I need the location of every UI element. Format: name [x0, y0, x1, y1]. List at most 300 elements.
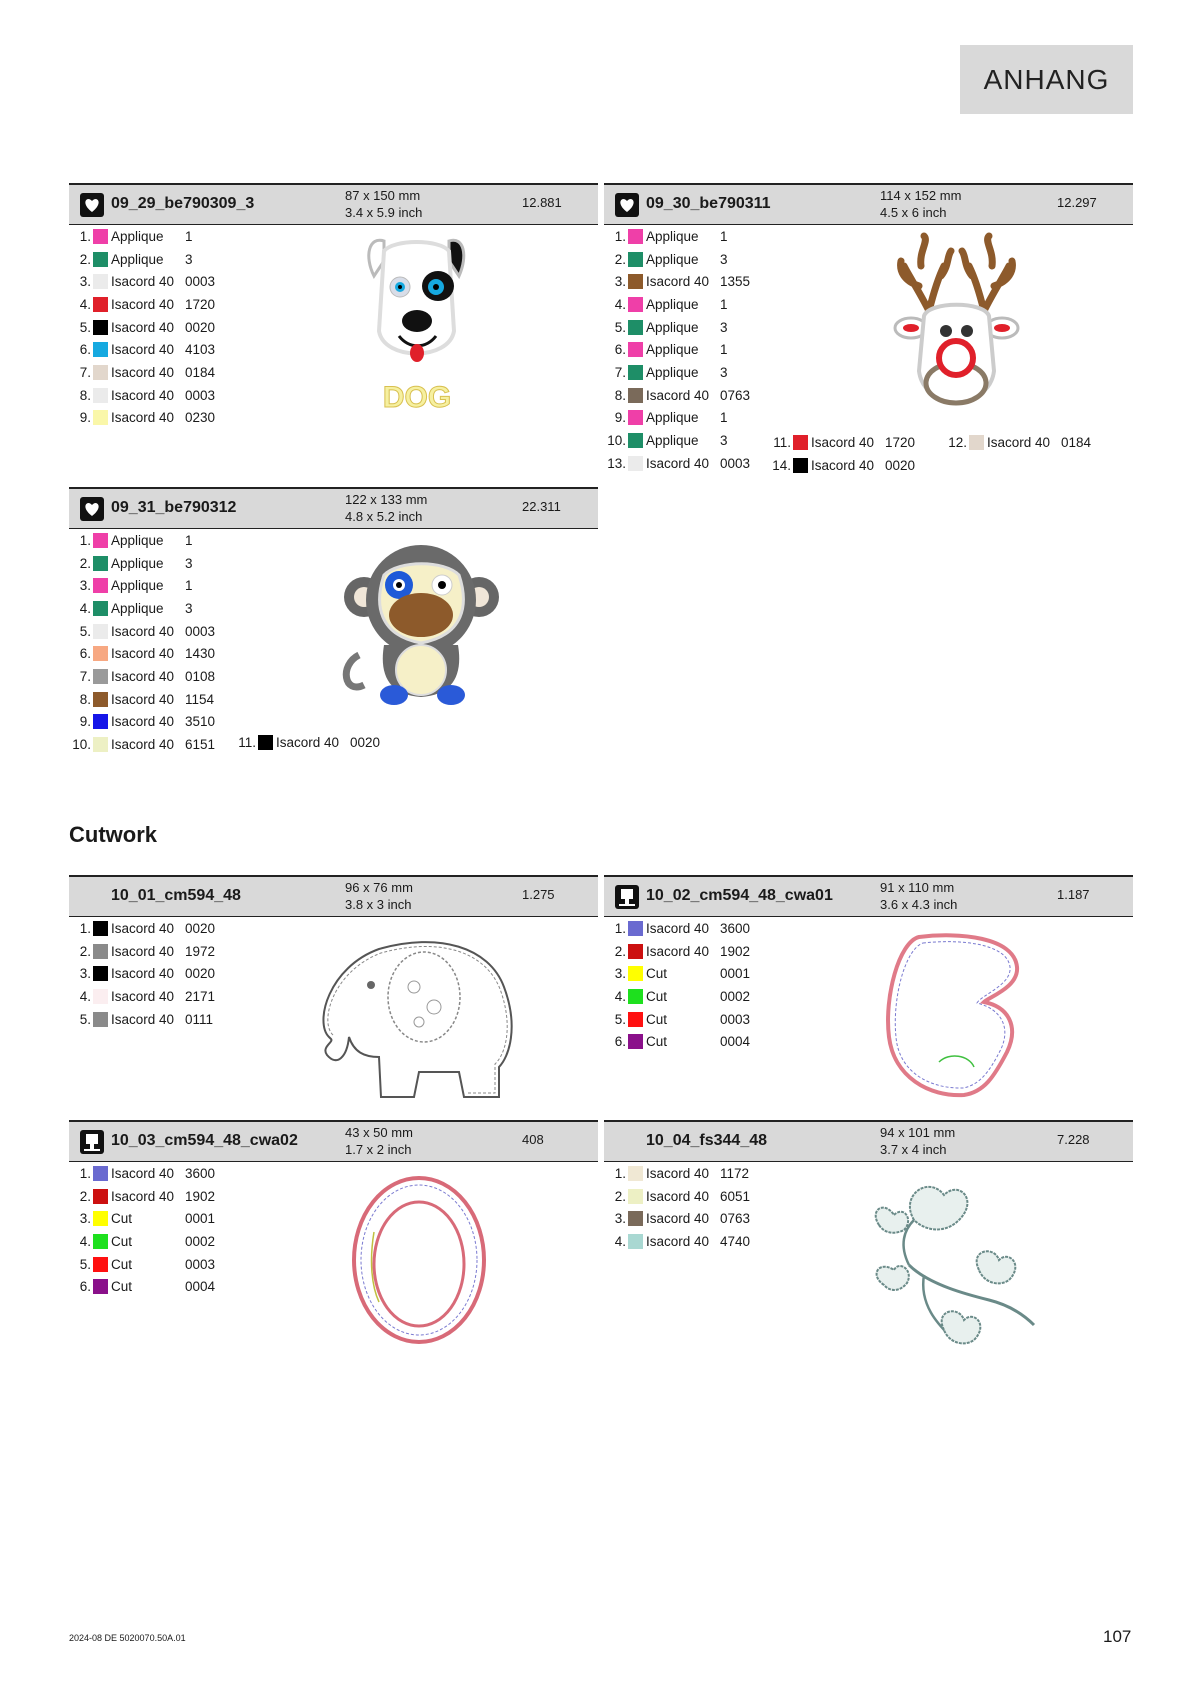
thread-color-swatch — [628, 921, 643, 936]
thread-name: Isacord 40 — [811, 435, 875, 450]
thread-name: Isacord 40 — [646, 920, 710, 936]
thread-color-swatch — [93, 921, 108, 936]
stitch-count: 408 — [522, 1132, 544, 1147]
ginkgo-cutwork-image — [869, 1175, 1044, 1350]
thread-number: 5. — [614, 1011, 626, 1027]
thread-color-swatch — [628, 1189, 643, 1204]
thread-code: 3 — [185, 600, 193, 616]
thread-number: 2. — [79, 1188, 91, 1204]
thread-color-swatch — [628, 456, 643, 471]
thread-number: 5. — [79, 1011, 91, 1027]
thread-number: 6. — [79, 1279, 91, 1295]
thread-name: Cut — [646, 988, 668, 1004]
letter-o-cutwork-image — [344, 1172, 494, 1347]
thread-name: Applique — [646, 410, 699, 426]
thread-number: 8. — [79, 387, 91, 403]
thread-name: Cut — [646, 966, 668, 982]
thread-row — [69, 917, 329, 940]
thread-code: 1720 — [185, 296, 216, 312]
thread-row — [604, 361, 864, 384]
stitch-count: 12.881 — [522, 195, 562, 210]
design-dimensions: 43 x 50 mm 1.7 x 2 inch — [345, 1125, 413, 1157]
thread-number: 9. — [614, 410, 626, 426]
thread-row — [69, 711, 329, 734]
thread-row — [69, 940, 329, 963]
thread-name: Isacord 40 — [111, 296, 175, 312]
thread-color-swatch — [93, 229, 108, 244]
applique-heart-icon — [615, 193, 639, 217]
design-panel-10-02 — [604, 875, 1133, 1115]
thread-number: 13. — [607, 455, 626, 471]
thread-color-swatch — [93, 556, 108, 571]
elephant-cutwork-image — [309, 927, 534, 1102]
thread-code: 3 — [720, 364, 728, 380]
thread-row — [604, 316, 864, 339]
document-code: 2024-08 DE 5020070.50A.01 — [69, 1633, 186, 1643]
design-name: 10_02_cm594_48_cwa01 — [646, 887, 833, 904]
applique-heart-icon — [80, 497, 104, 521]
thread-number: 2. — [79, 555, 91, 571]
thread-row — [69, 1230, 329, 1253]
thread-code: 0004 — [185, 1279, 216, 1295]
thread-name: Isacord 40 — [646, 274, 710, 290]
thread-number: 11. — [238, 735, 256, 750]
thread-row — [69, 642, 329, 665]
thread-color-swatch — [93, 1234, 108, 1249]
thread-color-swatch — [969, 435, 984, 450]
thread-name: Cut — [646, 1011, 668, 1027]
thread-name: Applique — [111, 228, 164, 244]
thread-row — [69, 985, 329, 1008]
letter-e-cutwork-image — [879, 927, 1029, 1102]
design-dimensions: 122 x 133 mm 4.8 x 5.2 inch — [345, 492, 428, 524]
thread-color-swatch — [793, 458, 808, 473]
stitch-count: 7.228 — [1057, 1132, 1090, 1147]
thread-row — [69, 574, 329, 597]
thread-row — [69, 962, 329, 985]
design-dimensions: 96 x 76 mm 3.8 x 3 inch — [345, 880, 413, 912]
thread-code: 1902 — [185, 1188, 216, 1204]
thread-color-swatch — [93, 388, 108, 403]
thread-color-swatch — [93, 601, 108, 616]
thread-code: 3 — [720, 251, 728, 267]
thread-color-swatch — [628, 1211, 643, 1226]
thread-color-swatch — [628, 252, 643, 267]
thread-color-swatch — [93, 646, 108, 661]
thread-name: Cut — [111, 1279, 133, 1295]
thread-name: Cut — [111, 1211, 133, 1227]
design-panel-10-04 — [604, 1120, 1133, 1360]
design-name: 10_03_cm594_48_cwa02 — [111, 1132, 298, 1149]
thread-row — [604, 270, 864, 293]
thread-number: 3. — [79, 578, 91, 594]
thread-number: 7. — [614, 364, 626, 380]
thread-number: 5. — [79, 623, 91, 639]
thread-row — [69, 361, 329, 384]
thread-name: Applique — [111, 555, 164, 571]
thread-name: Isacord 40 — [111, 1188, 175, 1204]
thread-name: Isacord 40 — [646, 1211, 710, 1227]
thread-color-swatch — [93, 410, 108, 425]
thread-code: 0020 — [185, 319, 216, 335]
thread-color-swatch — [93, 1012, 108, 1027]
thread-number: 9. — [79, 714, 91, 730]
thread-name: Applique — [646, 364, 699, 380]
thread-row — [604, 1230, 864, 1253]
panel-header — [604, 1120, 1133, 1162]
thread-name: Isacord 40 — [111, 646, 175, 662]
thread-code: 1 — [720, 296, 728, 312]
panel-header — [69, 875, 598, 917]
stitch-count: 22.311 — [522, 499, 561, 514]
thread-name: Isacord 40 — [987, 435, 1051, 450]
thread-number: 8. — [79, 691, 91, 707]
thread-number: 6. — [79, 646, 91, 662]
thread-color-swatch — [93, 342, 108, 357]
thread-number: 6. — [614, 342, 626, 358]
thread-number: 4. — [79, 600, 91, 616]
thread-name: Isacord 40 — [646, 387, 710, 403]
thread-number: 6. — [614, 1034, 626, 1050]
thread-code: 3 — [720, 319, 728, 335]
thread-color-swatch — [93, 1211, 108, 1226]
thread-number: 3. — [614, 966, 626, 982]
thread-color-swatch — [93, 533, 108, 548]
thread-number: 9. — [79, 410, 91, 426]
thread-color-swatch — [628, 229, 643, 244]
thread-row — [604, 338, 864, 361]
thread-row — [604, 225, 864, 248]
thread-number: 2. — [79, 943, 91, 959]
thread-number: 2. — [614, 943, 626, 959]
stitch-count: 1.275 — [522, 887, 555, 902]
thread-row — [69, 620, 329, 643]
thread-number: 8. — [614, 387, 626, 403]
thread-code: 6051 — [720, 1188, 751, 1204]
panel-header — [604, 875, 1133, 917]
thread-code: 0003 — [185, 623, 216, 639]
thread-code: 3 — [720, 433, 728, 449]
thread-code: 1 — [720, 342, 728, 358]
thread-color-swatch — [93, 1257, 108, 1272]
thread-number: 4. — [79, 1233, 91, 1249]
thread-name: Isacord 40 — [111, 988, 175, 1004]
thread-row — [604, 962, 864, 985]
thread-row — [604, 985, 864, 1008]
design-panel-10-01 — [69, 875, 598, 1115]
thread-name: Isacord 40 — [811, 458, 875, 473]
thread-row — [69, 552, 329, 575]
thread-number: 5. — [79, 319, 91, 335]
thread-code: 0003 — [720, 1011, 751, 1027]
panel-header — [604, 183, 1133, 225]
thread-code: 3 — [185, 251, 193, 267]
thread-color-swatch — [93, 320, 108, 335]
thread-row — [604, 407, 864, 430]
page-number: 107 — [1103, 1627, 1132, 1646]
thread-color-swatch — [93, 737, 108, 752]
thread-code: 0003 — [720, 455, 751, 471]
thread-color-swatch — [93, 692, 108, 707]
thread-code: 0003 — [185, 274, 216, 290]
thread-color-swatch — [93, 252, 108, 267]
thread-name: Isacord 40 — [111, 364, 175, 380]
thread-code: 0184 — [185, 364, 216, 380]
thread-row — [604, 248, 864, 271]
cutwork-machine-icon — [80, 1130, 104, 1154]
thread-row — [69, 688, 329, 711]
thread-number: 4. — [79, 988, 91, 1004]
thread-row — [604, 1207, 864, 1230]
thread-name: Applique — [646, 251, 699, 267]
thread-row-extra — [234, 735, 380, 750]
thread-row — [69, 665, 329, 688]
thread-number: 1. — [614, 1165, 626, 1181]
thread-code: 0001 — [720, 966, 751, 982]
thread-name: Applique — [646, 433, 699, 449]
thread-number: 1. — [79, 1165, 91, 1181]
thread-name: Applique — [646, 319, 699, 335]
thread-row — [69, 225, 329, 248]
thread-color-swatch — [93, 274, 108, 289]
panel-header — [69, 487, 598, 529]
thread-color-swatch — [93, 1189, 108, 1204]
thread-name: Isacord 40 — [646, 1165, 710, 1181]
thread-row — [69, 1008, 329, 1031]
thread-row — [604, 1030, 864, 1053]
thread-name: Cut — [111, 1233, 133, 1249]
thread-row — [69, 1162, 329, 1185]
thread-list — [69, 225, 329, 429]
thread-name: Isacord 40 — [111, 668, 175, 684]
thread-name: Isacord 40 — [111, 342, 175, 358]
design-panel-10-03 — [69, 1120, 598, 1360]
thread-name: Isacord 40 — [111, 1165, 175, 1181]
thread-code: 3510 — [185, 714, 216, 730]
thread-row — [604, 1185, 864, 1208]
thread-color-swatch — [258, 735, 273, 750]
thread-code: 4740 — [720, 1233, 751, 1249]
thread-number: 12. — [948, 435, 967, 450]
thread-name: Isacord 40 — [111, 410, 175, 426]
thread-number: 10. — [607, 433, 626, 449]
thread-code: 0003 — [185, 387, 216, 403]
thread-code: 0763 — [720, 387, 751, 403]
design-name: 09_31_be790312 — [111, 499, 237, 516]
thread-color-swatch — [628, 1234, 643, 1249]
thread-number: 6. — [79, 342, 91, 358]
cutwork-machine-icon — [615, 885, 639, 909]
thread-row-extra — [769, 458, 915, 473]
stitch-count: 1.187 — [1057, 887, 1090, 902]
thread-name: Applique — [111, 251, 164, 267]
thread-name: Applique — [111, 578, 164, 594]
thread-row — [69, 338, 329, 361]
thread-color-swatch — [628, 410, 643, 425]
section-title: Cutwork — [69, 822, 157, 847]
design-name: 10_01_cm594_48 — [111, 887, 241, 904]
thread-row — [604, 940, 864, 963]
thread-color-swatch — [628, 1012, 643, 1027]
thread-number: 1. — [614, 920, 626, 936]
thread-row — [69, 1253, 329, 1276]
thread-color-swatch — [93, 944, 108, 959]
thread-name: Applique — [111, 600, 164, 616]
stitch-count: 12.297 — [1057, 195, 1097, 210]
thread-code: 0004 — [720, 1034, 751, 1050]
thread-number: 1. — [79, 228, 91, 244]
design-dimensions: 91 x 110 mm 3.6 x 4.3 inch — [880, 880, 958, 912]
thread-name: Isacord 40 — [646, 1233, 710, 1249]
thread-number: 4. — [614, 988, 626, 1004]
thread-number: 10. — [72, 737, 91, 753]
thread-number: 1. — [79, 920, 91, 936]
thread-number: 3. — [79, 966, 91, 982]
thread-number: 2. — [79, 251, 91, 267]
applique-heart-icon — [80, 193, 104, 217]
thread-list — [69, 1162, 329, 1298]
thread-name: Applique — [646, 228, 699, 244]
thread-row — [69, 1185, 329, 1208]
thread-number: 3. — [614, 274, 626, 290]
thread-list — [604, 917, 864, 1053]
thread-color-swatch — [628, 944, 643, 959]
thread-code: 0020 — [185, 920, 216, 936]
thread-code: 3 — [185, 555, 193, 571]
thread-code: 0001 — [185, 1211, 216, 1227]
thread-code: 0020 — [350, 735, 381, 750]
thread-name: Isacord 40 — [111, 737, 175, 753]
thread-code: 0763 — [720, 1211, 751, 1227]
thread-code: 1172 — [720, 1165, 750, 1181]
thread-code: 1972 — [185, 943, 216, 959]
thread-code: 6151 — [185, 737, 216, 753]
thread-number: 1. — [614, 228, 626, 244]
thread-row-extra — [945, 435, 1091, 450]
design-name: 10_04_fs344_48 — [646, 1132, 768, 1149]
thread-color-swatch — [93, 669, 108, 684]
thread-code: 1 — [720, 228, 728, 244]
design-panel-09-29 — [69, 183, 598, 426]
thread-color-swatch — [628, 342, 643, 357]
thread-number: 7. — [79, 668, 91, 684]
thread-color-swatch — [93, 989, 108, 1004]
thread-number: 1. — [79, 532, 91, 548]
thread-name: Cut — [111, 1256, 133, 1272]
thread-number: 14. — [772, 458, 791, 473]
thread-color-swatch — [628, 388, 643, 403]
thread-number: 2. — [614, 1188, 626, 1204]
thread-name: Isacord 40 — [111, 274, 175, 290]
thread-color-swatch — [628, 320, 643, 335]
thread-number: 4. — [79, 296, 91, 312]
thread-color-swatch — [628, 274, 643, 289]
thread-row — [69, 293, 329, 316]
thread-color-swatch — [93, 714, 108, 729]
thread-list — [69, 529, 329, 756]
thread-row-extra — [769, 435, 915, 450]
reindeer-applique-image — [889, 231, 1024, 411]
thread-number: 3. — [614, 1211, 626, 1227]
thread-name: Applique — [646, 296, 699, 312]
dog-applique-image — [364, 231, 469, 413]
thread-code: 0020 — [885, 458, 916, 473]
thread-name: Isacord 40 — [646, 1188, 710, 1204]
thread-color-swatch — [93, 297, 108, 312]
design-dimensions: 87 x 150 mm 3.4 x 5.9 inch — [345, 188, 423, 220]
thread-name: Isacord 40 — [111, 920, 175, 936]
thread-name: Isacord 40 — [111, 387, 175, 403]
thread-color-swatch — [793, 435, 808, 450]
thread-row — [69, 529, 329, 552]
thread-name: Isacord 40 — [111, 1011, 175, 1027]
thread-row — [69, 407, 329, 430]
thread-color-swatch — [93, 365, 108, 380]
thread-code: 1 — [185, 578, 193, 594]
thread-code: 0111 — [185, 1011, 214, 1027]
thread-number: 3. — [79, 1211, 91, 1227]
thread-row — [604, 1008, 864, 1031]
thread-code: 0184 — [1061, 435, 1092, 450]
thread-color-swatch — [628, 1034, 643, 1049]
thread-list — [604, 1162, 864, 1253]
thread-row — [69, 248, 329, 271]
monkey-applique-image — [339, 535, 504, 715]
thread-name: Isacord 40 — [111, 966, 175, 982]
thread-code: 2171 — [185, 988, 216, 1004]
thread-number: 11. — [773, 435, 791, 450]
thread-color-swatch — [628, 365, 643, 380]
thread-row — [69, 384, 329, 407]
thread-number: 7. — [79, 364, 91, 380]
thread-row — [69, 270, 329, 293]
design-panel-09-31 — [69, 487, 598, 753]
thread-code: 1902 — [720, 943, 751, 959]
thread-number: 5. — [614, 319, 626, 335]
thread-code: 0002 — [720, 988, 751, 1004]
thread-row — [69, 1275, 329, 1298]
thread-code: 0003 — [185, 1256, 216, 1272]
thread-code: 0230 — [185, 410, 216, 426]
thread-name: Isacord 40 — [646, 943, 710, 959]
dog-label: DOG — [382, 381, 452, 413]
thread-list — [69, 917, 329, 1030]
thread-row — [604, 917, 864, 940]
design-dimensions: 114 x 152 mm 4.5 x 6 inch — [880, 188, 962, 220]
thread-color-swatch — [93, 624, 108, 639]
thread-code: 3600 — [720, 920, 751, 936]
thread-name: Isacord 40 — [111, 691, 175, 707]
thread-row — [604, 384, 864, 407]
design-name: 09_29_be790309_3 — [111, 195, 255, 212]
thread-number: 2. — [614, 251, 626, 267]
thread-row — [69, 597, 329, 620]
thread-code: 1 — [185, 228, 193, 244]
thread-code: 1430 — [185, 646, 216, 662]
thread-number: 4. — [614, 1233, 626, 1249]
thread-row — [69, 316, 329, 339]
thread-color-swatch — [628, 989, 643, 1004]
thread-color-swatch — [93, 578, 108, 593]
thread-name: Isacord 40 — [646, 455, 710, 471]
panel-header — [69, 1120, 598, 1162]
thread-code: 0020 — [185, 966, 216, 982]
thread-color-swatch — [628, 297, 643, 312]
design-name: 09_30_be790311 — [646, 195, 771, 212]
thread-name: Isacord 40 — [276, 735, 340, 750]
thread-code: 1 — [720, 410, 728, 426]
thread-code: 1355 — [720, 274, 751, 290]
